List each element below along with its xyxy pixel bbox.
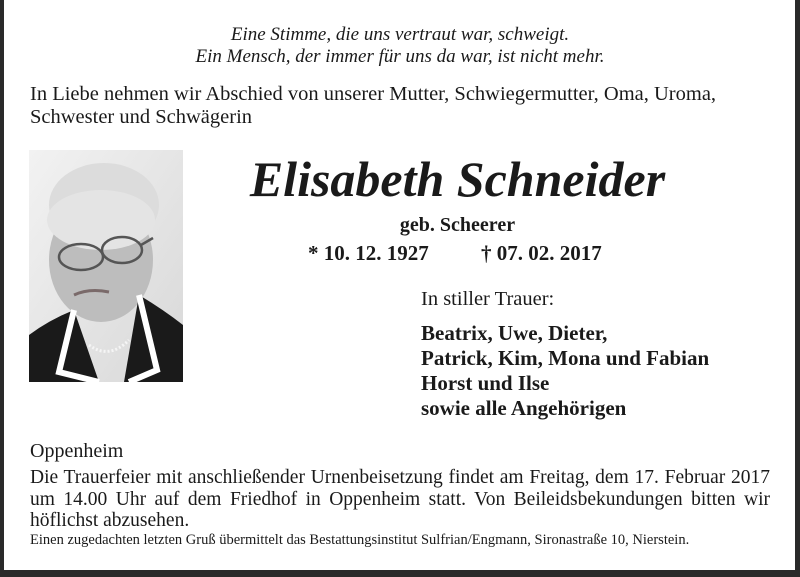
portrait-photo [29, 150, 183, 382]
motto-line-2: Ein Mensch, der immer für uns da war, ist nicht mehr. [195, 46, 605, 67]
mourner-line: Patrick, Kim, Mona und Fabian [421, 346, 710, 370]
maiden-name: geb. Scheerer [399, 214, 516, 236]
birth-date: * 10. 12. 1927 [308, 241, 429, 265]
mourner-line: Horst und Ilse [421, 371, 550, 395]
deceased-name: Elisabeth Schneider [249, 151, 666, 207]
intro-line-2: Schwester und Schwägerin [30, 106, 253, 128]
mourner-line: sowie alle Angehörigen [421, 396, 627, 420]
mourners-heading: In stiller Trauer: [421, 288, 555, 310]
ceremony-text: Die Trauerfeier mit anschließender Urnenbeisetzung findet am Freitag, dem 17. Februar 2017 um 14.00 Uhr auf dem Friedhof in Oppenheim statt. Von Beileidsbekundungen bitten wir höflichst abzusehen. [30, 467, 770, 531]
mourner-line: Beatrix, Uwe, Dieter, [421, 321, 608, 345]
death-date: † 07. 02. 2017 [481, 241, 602, 265]
location: Oppenheim [30, 440, 124, 462]
funeral-home-note: Einen zugedachten letzten Gruß übermittelt das Bestattungsinstitut Sulfrian/Engmann, Sironastraße 10, Nierstein. [30, 532, 690, 548]
intro-line-1: In Liebe nehmen wir Abschied von unserer Mutter, Schwiegermutter, Oma, Uroma, [30, 83, 717, 105]
motto-line-1: Eine Stimme, die uns vertraut war, schweigt. [230, 24, 570, 45]
